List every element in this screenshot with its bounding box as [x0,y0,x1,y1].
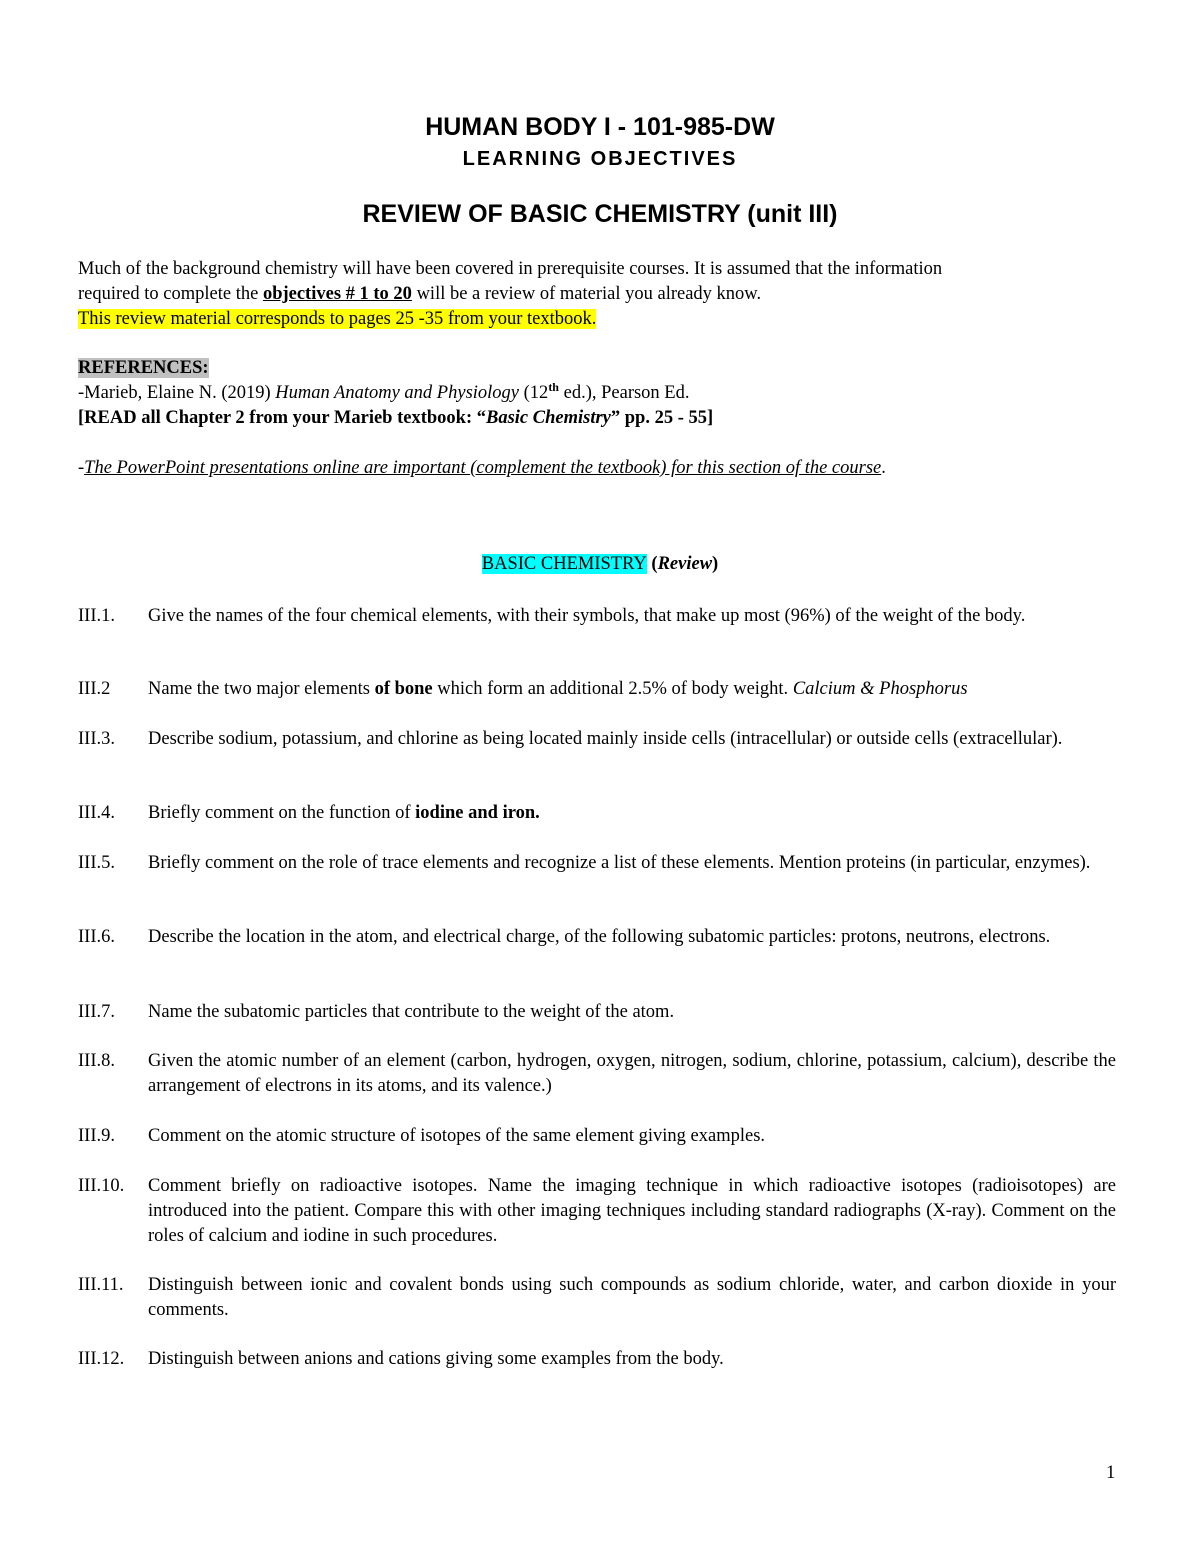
reading-assignment: [READ all Chapter 2 from your Marieb textbook: “Basic Chemistry” pp. 25 - 55] [78,408,714,428]
reference-marieb: -Marieb, Elaine N. (2019) Human Anatomy and Physiology (12th ed.), Pearson Ed. [78,380,690,403]
objective-number: III.7. [78,1002,115,1022]
unit-title: REVIEW OF BASIC CHEMISTRY (unit III) [362,200,838,228]
objective-number: III.12. [78,1349,125,1369]
references-block [78,356,1118,481]
objective-text: Name the subatomic particles that contribute to the weight of the atom. [148,1002,675,1022]
objective-text: Give the names of the four chemical elements, with their symbols, that make up most (96%) of the weight of the body. [148,606,1026,626]
objective-number: III.3. [78,729,115,749]
objective-text: Distinguish between ionic and covalent bonds using such compounds as sodium chloride, water, and carbon dioxide in your comments. [148,1275,1116,1320]
highlighted-note: This review material corresponds to pages 25 -35 from your textbook. [78,309,597,329]
section-heading: BASIC CHEMISTRY (Review) [481,554,719,574]
objective-text: Name the two major elements of bone which form an additional 2.5% of body weight. Calcium & Phosphorus [148,679,968,699]
page-number: 1 [1106,1463,1116,1483]
intro-line-2: required to complete the objectives # 1 to 20 will be a review of material you already know. [78,284,762,304]
objective-text: Describe the location in the atom, and electrical charge, of the following subatomic particles: protons, neutrons, electrons. [148,927,1051,947]
objective-number: III.1. [78,606,115,626]
powerpoint-note: -The PowerPoint presentations online are important (complement the textbook) for this section of the course. [78,458,886,478]
objective-number: III.4. [78,803,115,823]
objective-number: III.8. [78,1051,115,1071]
objective-text: Comment on the atomic structure of isotopes of the same element giving examples. [148,1126,766,1146]
objective-text: Briefly comment on the role of trace elements and recognize a list of these elements. Mention proteins (in particular, enzymes). [148,853,1091,873]
objective-number: III.9. [78,1126,115,1146]
objective-text: Comment briefly on radioactive isotopes. Name the imaging technique in which radioactive isotopes (radioisotopes) are introduced into the patient. Compare this with other imaging techniques including standard radiographs (X-ray). Comment on the roles of calcium and iodine in such procedures. [148,1176,1116,1246]
objective-text: Given the atomic number of an element (carbon, hydrogen, oxygen, nitrogen, sodium, chlorine, potassium, calcium), describe the arrangement of electrons in its atoms, and its valence.) [148,1051,1116,1096]
objective-number: III.5. [78,853,115,873]
objective-number: III.11. [78,1275,124,1295]
objective-text: Describe sodium, potassium, and chlorine as being located mainly inside cells (intracellular) or outside cells (extracellular). [148,729,1063,749]
references-heading-row [78,356,1118,381]
document-subtitle: LEARNING OBJECTIVES [462,148,738,170]
objective-number: III.6. [78,927,115,947]
references-heading: REFERENCES: [78,358,209,378]
objective-text: Distinguish between anions and cations giving some examples from the body. [148,1349,724,1369]
course-title: HUMAN BODY I - 101-985-DW [425,113,775,141]
objectives-range: objectives # 1 to 20 [262,284,412,304]
objective-number: III.2 [78,679,111,699]
objective-number: III.10. [78,1176,125,1196]
intro-line-1: Much of the background chemistry will have been covered in prerequisite courses. It is assumed that the information [78,259,943,279]
intro-line-3 [78,307,1118,332]
objective-text: Briefly comment on the function of iodine and iron. [148,803,540,823]
intro-paragraph [78,257,1118,332]
